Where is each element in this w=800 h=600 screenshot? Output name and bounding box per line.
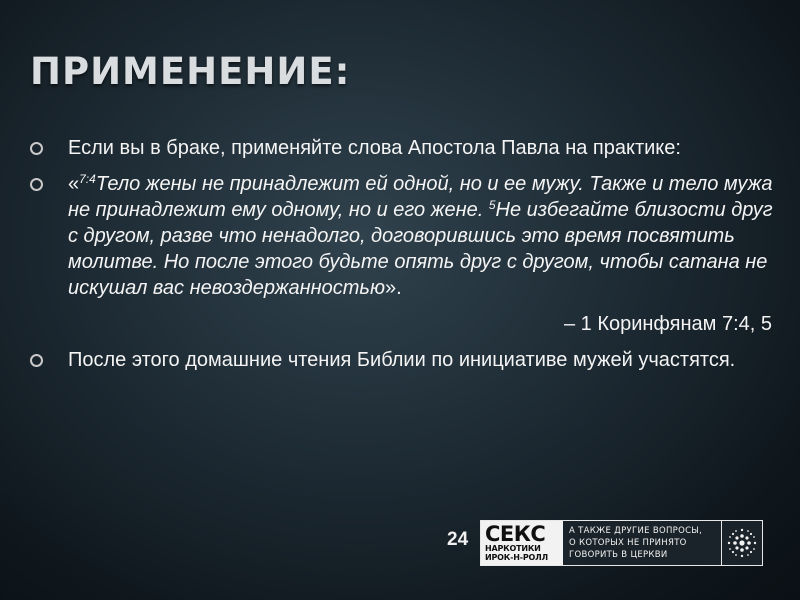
series-logo — [480, 520, 763, 566]
dotted-starburst-icon — [722, 521, 762, 565]
bullet-item-bible-reading — [30, 347, 780, 373]
verse-number: 5 — [488, 198, 496, 212]
tagline-line: ГОВОРИТЬ В ЦЕРКВИ — [569, 550, 668, 560]
tagline-line: О КОТОРЫХ НЕ ПРИНЯТО — [569, 538, 687, 548]
bullet-item-quote — [30, 171, 780, 301]
slide-content — [30, 135, 780, 383]
scripture-quote — [68, 173, 773, 299]
quote-close-mark: ». — [385, 277, 402, 299]
verse-text: Тело жены не принадлежит ей одной, но и ее мужу. Также и тело мужа не принадлежит ему одному, но и его жене. — [68, 173, 773, 221]
tagline-line: А ТАКЖЕ ДРУГИЕ ВОПРОСЫ, — [569, 526, 703, 536]
bullet-circle-icon — [30, 354, 43, 367]
logo-main-word: СЕКС — [485, 522, 546, 546]
logo-subline: ИРОК-Н-РОЛЛ — [485, 553, 548, 562]
logo-subline: НАРКОТИКИ — [485, 544, 541, 553]
page-number: 24 — [447, 529, 469, 550]
bullet-text: Если вы в браке, применяйте слова Апостола Павла на практике: — [68, 137, 681, 159]
bullet-item-marriage — [30, 135, 780, 161]
bullet-text: После этого домашние чтения Библии по инициативе мужей участятся. — [68, 349, 736, 371]
quote-open-mark: « — [68, 173, 80, 195]
bullet-circle-icon — [30, 178, 43, 191]
verse-number: 7:4 — [79, 172, 96, 186]
bullet-circle-icon — [30, 142, 43, 155]
slide-title: ПРИМЕНЕНИЕ: — [30, 50, 351, 93]
logo-tagline — [563, 521, 722, 565]
verse-text: Не избегайте близости друг с другом, разве что ненадолго, договорившись это время посвятить молитве. Но после этого будьте опять друг с другом, чтобы сатана не искушал вас невоздержанностью — [68, 199, 773, 299]
logo-title-block — [481, 521, 563, 565]
scripture-reference: – 1 Коринфянам 7:4, 5 — [563, 313, 772, 335]
